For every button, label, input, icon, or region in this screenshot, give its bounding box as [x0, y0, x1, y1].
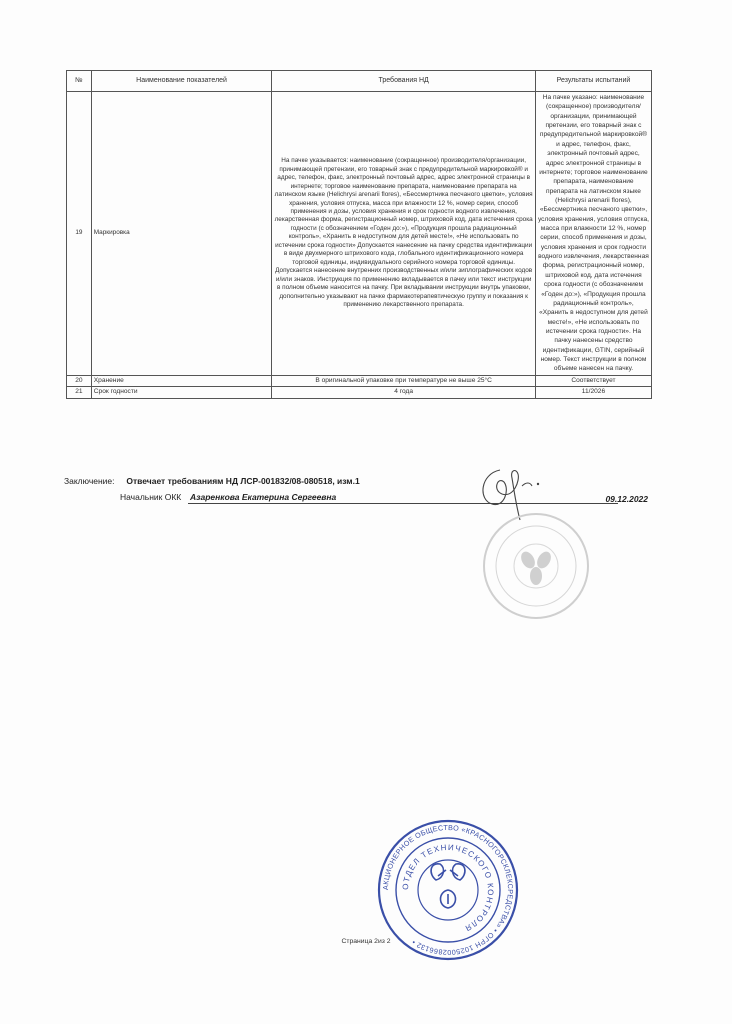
- header-name: Наименование показателей: [91, 71, 272, 92]
- row-requirement: 4 года: [272, 387, 536, 399]
- row-result: На пачке указано: наименование (сокращенное) производителя/организации, принимающей претензии, его товарный знак с предупредительной маркировкой® и адрес, телефон, факс, электронный почтовый адрес, адрес электронной страницы в интернете; торговое наименование препарата, наименование препарата на латинском языке (Helichrysi arenarii flores), «Бессмертника песчаного цветки», условия хранения, условия отпуска, масса при влажности 12 %, номер серии, способ применения и дозы, условия хранения и срок годности водного извлечения, лекарственная форма, регистрационный номер, штриховой код, дата истечения срока годности (с обозначением «Годен до:»), «Продукция прошла радиационный контроль», «Хранить в недоступном для детей месте!», «Не использовать по истечении срока годности». На пачку нанесены средство идентификации, GTIN, серийный номер. Текст инструкции в полном объеме нанесен на пачку.: [535, 92, 651, 376]
- stamp-ring-text: АКЦИОНЕРНОЕ ОБЩЕСТВО «КРАСНОГОРСКЛЕКСРЕДСТВА» • ОГРН 1025002866132 •: [380, 822, 516, 958]
- row-num: 21: [67, 387, 92, 399]
- row-requirement: На пачке указывается: наименование (сокращенное) производителя/организации, принимающей претензии, его товарный знак с предупредительной маркировкой® и адрес, телефон, факс, электронный почтовый адрес, адрес электронной страницы в интернете; торговое наименование препарата, наименование препарата на латинском языке (Helichrysi arenarii flores), «Бессмертника песчаного цветки», условия хранения, условия отпуска, масса при влажности 12 %, номер серии, способ применения и дозы, условия хранения и срок годности водного извлечения, лекарственная форма, регистрационный номер, штриховой код, дата истечения срока годности (с обозначением «Годен до:»), «Продукция прошла радиационный контроль», «Хранить в недоступном для детей месте!», «Не использовать по истечении срока годности» Допускается нанесение на пачку средства идентификации в виде двухмерного штрихового кода, глобального идентификационного номера торговой единицы, индивидуального серийного номера торговой единицы. Допускается нанесение внутренних производственных и/или зиплографических кодов и/или знаков. Инструкция по применению вкладывается в пачку или текст инструкции в полном объеме наносится на пачку. При вкладывании инструкции внутрь упаковки, дополнительно указывают на пачке фармакотерапевтическую группу и показания к применению лекарственного препарата.: [272, 92, 536, 376]
- table-header-row: [67, 71, 652, 92]
- signoff-name: Азаренкова Екатерина Сергеевна: [190, 492, 337, 502]
- row-result: 11/2026: [535, 387, 651, 399]
- page-footer: Страница 2из 2: [341, 938, 391, 945]
- row-num: 20: [67, 375, 92, 387]
- row-name: Хранение: [91, 375, 272, 387]
- signoff-title: Начальник ОКК: [120, 492, 182, 502]
- header-num: №: [67, 71, 92, 92]
- header-results: Результаты испытаний: [535, 71, 651, 92]
- row-name: Маркировка: [91, 92, 272, 376]
- row-name: Срок годности: [91, 387, 272, 399]
- row-num: 19: [67, 92, 92, 376]
- table-row: [67, 387, 652, 399]
- conclusion-value: Отвечает требованиям НД ЛСР-001832/08-080518, изм.1: [126, 476, 360, 486]
- signoff-date: 09.12.2022: [605, 494, 648, 504]
- conclusion-label: Заключение:: [64, 476, 115, 486]
- spec-table: [66, 70, 652, 399]
- conclusion: [64, 476, 360, 486]
- row-requirement: В оригинальной упаковке при температуре не выше 25°С: [272, 375, 536, 387]
- faded-stamp: [480, 510, 592, 622]
- table-row: [67, 92, 652, 376]
- header-requirements: Требования НД: [272, 71, 536, 92]
- row-result: Соответствует: [535, 375, 651, 387]
- signoff-block: [120, 492, 650, 502]
- stamp-inner-text: ОТДЕЛ ТЕХНИЧЕСКОГО КОНТРОЛЯ: [400, 842, 496, 934]
- table-row: [67, 375, 652, 387]
